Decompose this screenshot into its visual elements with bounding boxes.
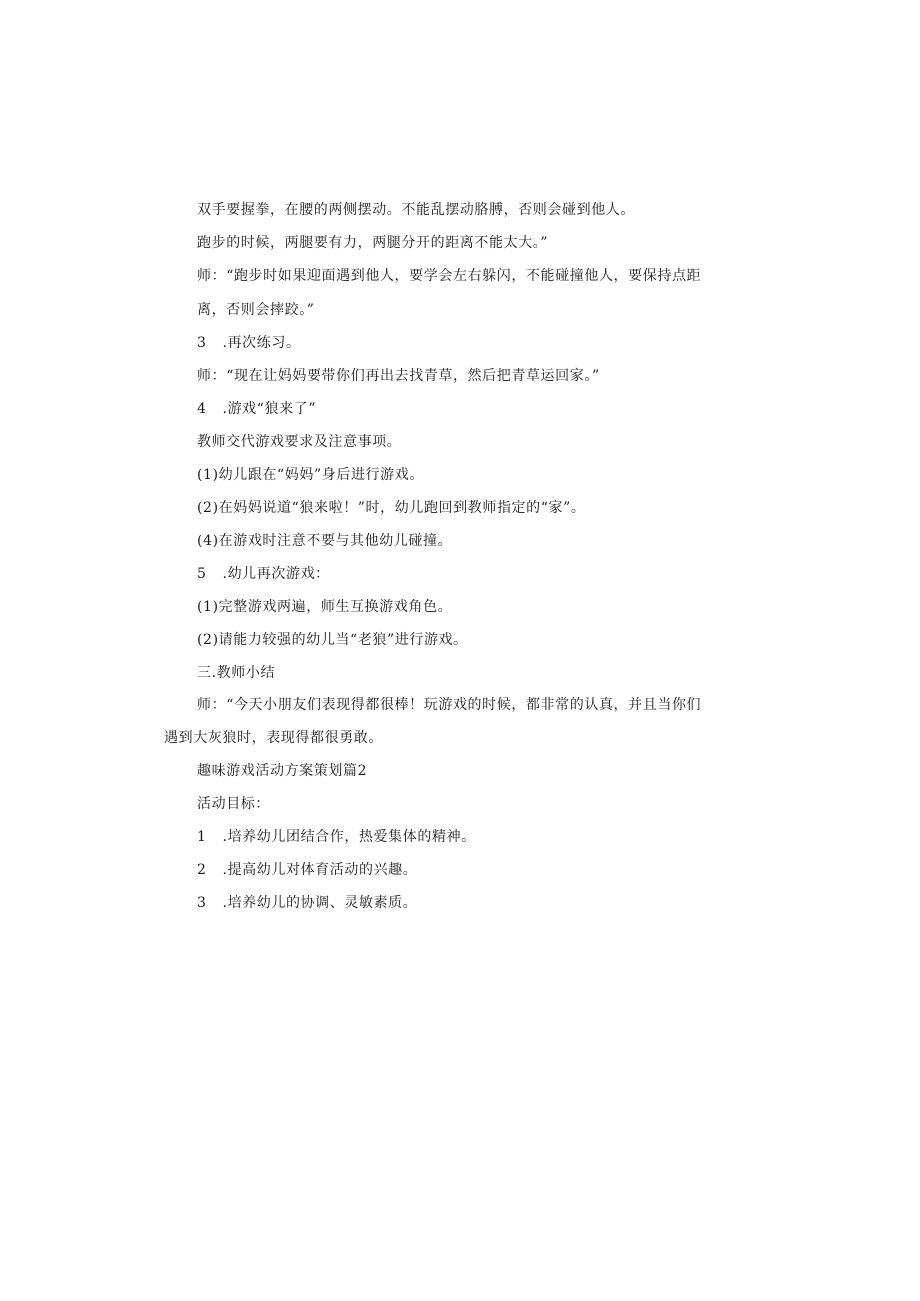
numbered-step (197, 333, 301, 353)
paragraph-line: 双手要握拳，在腰的两侧摆动。不能乱摆动胳膊，否则会碰到他人。 (197, 202, 635, 218)
step-number: 2 (197, 862, 207, 878)
list-item: (1)完整游戏两遍，师生互换游戏角色。 (197, 599, 453, 615)
paragraph-line: 离，否则会摔跤。” (197, 302, 315, 318)
step-text: .幼儿再次游戏： (222, 566, 330, 582)
step-number: 3 (197, 335, 207, 351)
paragraph-line: 跑步的时候，两腿要有力，两腿分开的距离不能太大。” (197, 235, 549, 251)
step-number: 3 (197, 895, 207, 911)
step-text: .培养幼儿的协调、灵敏素质。 (222, 895, 418, 911)
numbered-step (197, 827, 476, 847)
step-number: 1 (197, 829, 207, 845)
numbered-step (197, 860, 417, 880)
numbered-step (197, 564, 330, 584)
numbered-step (197, 893, 417, 913)
step-text: .游戏“狼来了” (222, 401, 317, 417)
list-item: (4)在游戏时注意不要与其他幼儿碰撞。 (197, 533, 453, 549)
step-text: .提高幼儿对体育活动的兴趣。 (222, 862, 418, 878)
paragraph-line: 师：“今天小朋友们表现得都很棒！玩游戏的时候，都非常的认真，并且当你们 (197, 697, 702, 713)
paragraph-line: 师：“现在让妈妈要带你们再出去找青草，然后把青草运回家。” (197, 368, 600, 384)
section-heading: 三.教师小结 (197, 665, 276, 681)
paragraph-line: 师：“跑步时如果迎面遇到他人，要学会左右躲闪，不能碰撞他人，要保持点距 (197, 268, 702, 284)
paragraph-line: 教师交代游戏要求及注意事项。 (197, 434, 402, 450)
list-item: (1)幼儿跟在“妈妈”身后进行游戏。 (197, 467, 424, 483)
list-item: (2)请能力较强的幼儿当“老狼”进行游戏。 (197, 632, 468, 648)
list-item: (2)在妈妈说道“狼来啦！”时，幼儿跑回到教师指定的“家”。 (197, 500, 586, 516)
document-title: 趣味游戏活动方案策划篇2 (197, 763, 368, 779)
section-heading: 活动目标： (197, 796, 270, 812)
step-number: 5 (197, 566, 207, 582)
paragraph-line: 遇到大灰狼时，表现得都很勇敢。 (164, 730, 383, 746)
step-text: .再次练习。 (222, 335, 301, 351)
numbered-step (197, 399, 316, 419)
step-text: .培养幼儿团结合作，热爱集体的精神。 (222, 829, 476, 845)
step-number: 4 (197, 401, 207, 417)
